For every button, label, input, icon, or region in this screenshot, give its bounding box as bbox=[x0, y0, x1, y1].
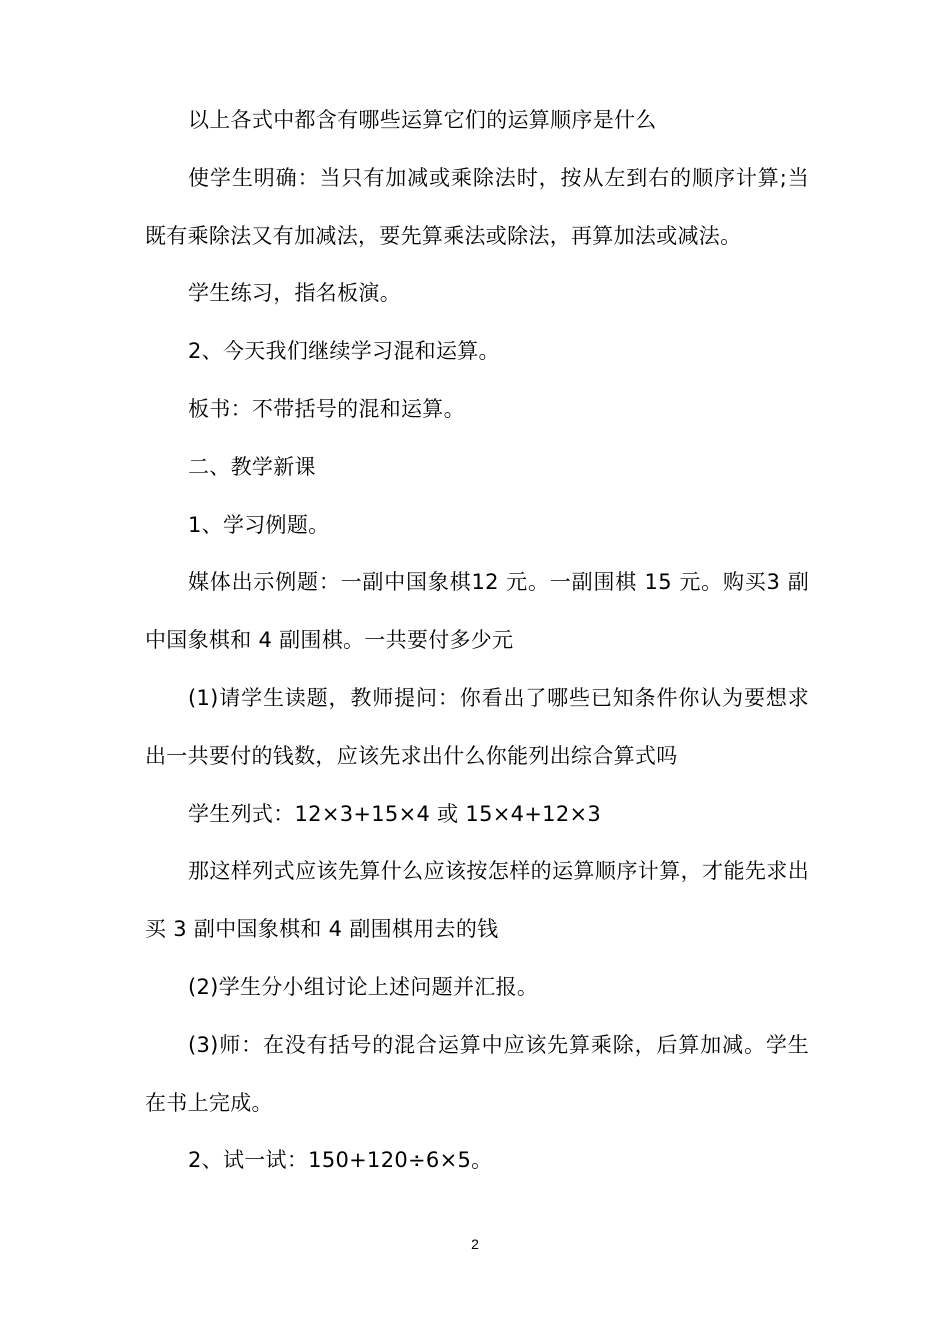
paragraph-14: 2、试一试：150+120÷6×5。 bbox=[188, 1148, 493, 1173]
paragraph-11: 那这样列式应该先算什么应该按怎样的运算顺序计算，才能先求出买 3 副中国象棋和 4 副围棋用去的钱 bbox=[145, 859, 809, 942]
paragraph-7: 1、学习例题。 bbox=[188, 512, 330, 537]
paragraph-13: (3)师：在没有括号的混合运算中应该先算乘除，后算加减。学生在书上完成。 bbox=[145, 1032, 809, 1115]
section-heading: 二、教学新课 bbox=[188, 454, 316, 479]
paragraph-1: 以上各式中都含有哪些运算它们的运算顺序是什么 bbox=[188, 108, 657, 132]
paragraph-3: 学生练习，指名板演。 bbox=[188, 281, 401, 306]
paragraph-5: 板书：不带括号的混和运算。 bbox=[188, 396, 465, 421]
paragraph-9: (1)请学生读题，教师提问：你看出了哪些已知条件你认为要想求出一共要付的钱数，应该先求出什么你能列出综合算式吗 bbox=[145, 685, 809, 768]
document-body bbox=[145, 92, 809, 1190]
paragraph-4: 2、今天我们继续学习混和运算。 bbox=[188, 339, 500, 364]
paragraph-12: (2)学生分小组讨论上述问题并汇报。 bbox=[188, 974, 539, 999]
page-number: 2 bbox=[471, 1236, 479, 1252]
paragraph-2: 使学生明确：当只有加减或乘除法时，按从左到右的顺序计算;当既有乘除法又有加减法，要先算乘法或除法，再算加法或减法。 bbox=[145, 165, 809, 248]
paragraph-8: 媒体出示例题：一副中国象棋12 元。一副围棋 15 元。购买3 副中国象棋和 4 副围棋。一共要付多少元 bbox=[145, 570, 809, 653]
paragraph-10: 学生列式：12×3+15×4 或 15×4+12×3 bbox=[188, 801, 602, 826]
